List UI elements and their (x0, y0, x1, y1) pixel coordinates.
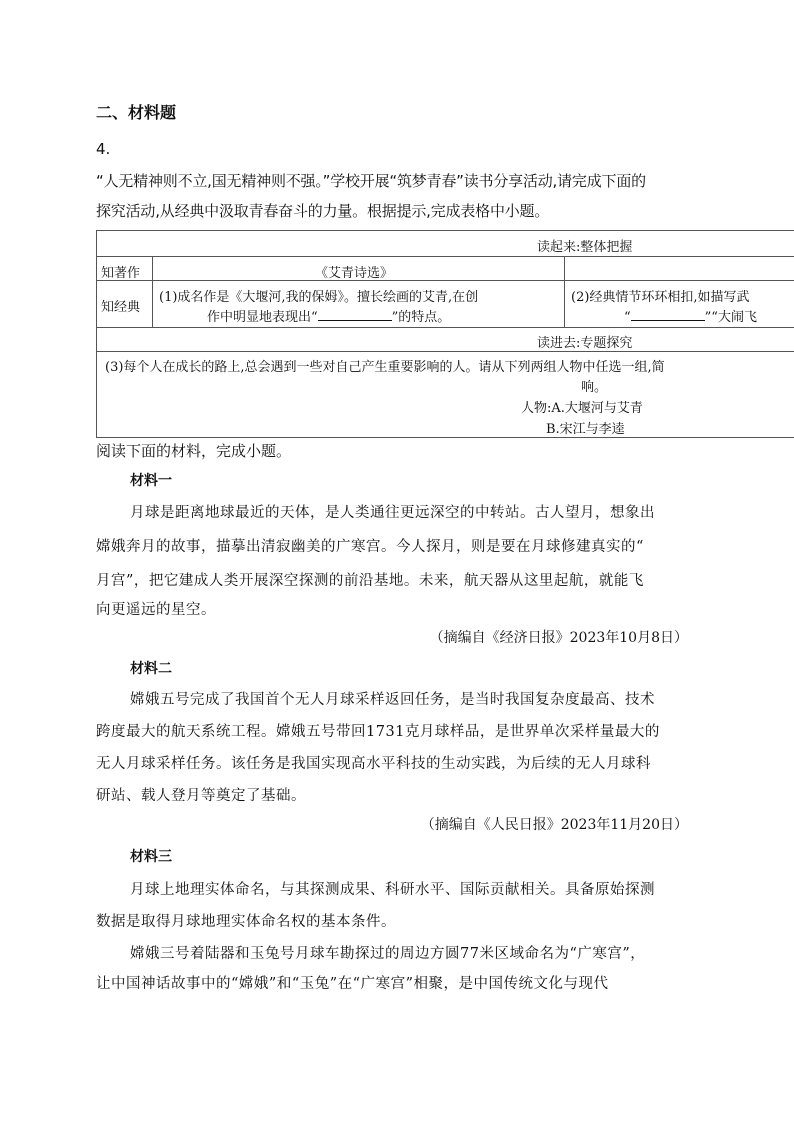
question-1-line-1: (1)成名作是《大堰河,我的保姆》。擅长绘画的艾青,在创 (159, 290, 479, 305)
material-2-line: 跨度最大的航天系统工程。嫦娥五号带回1731克月球样品，是世界单次采样量最大的 (96, 724, 660, 740)
material-3-line: 让中国神话故事中的“嫦娥”和“玉兔”在“广寒宫”相聚，是中国传统文化与现代 (96, 976, 609, 992)
material-1-line: 向更遥远的星空。 (96, 602, 216, 618)
answer-blank[interactable] (318, 308, 392, 321)
reading-instruction: 阅读下面的材料，完成小题。 (96, 442, 292, 460)
work-title: 《艾青诗选》 (315, 266, 394, 281)
row-label-classic: 知经典 (101, 300, 141, 315)
material-1-line: 月球是距离地球最近的天体，是人类通往更远深空的中转站。古人望月，想象出 (130, 505, 655, 521)
table-rule (97, 437, 794, 438)
question-number: 4. (96, 140, 111, 158)
table-rule (97, 327, 794, 328)
question-1-line-2-suffix: ”的特点。 (391, 310, 451, 325)
table-rule (97, 256, 794, 257)
material-1-line: 月宫”，把它建成人类开展深空探测的前沿基地。未来，航天器从这里起航，就能飞 (96, 573, 644, 589)
material-3-line: 月球上地理实体命名，与其探测成果、科研水平、国际贡献相关。具备原始探测 (130, 882, 655, 898)
answer-blank[interactable] (631, 308, 705, 321)
material-1-line: 嫦娥奔月的故事，描摹出清寂幽美的广寒宫。今人探月，则是要在月球修建真实的“ (96, 539, 644, 555)
material-3-title: 材料三 (130, 849, 172, 865)
question-3-line-2: 响。 (581, 380, 608, 395)
table-header-reading: 读起来:整体把握 (537, 240, 633, 255)
material-1-title: 材料一 (130, 473, 172, 489)
question-3-line-1: (3)每个人在成长的路上,总会遇到一些对自己产生重要影响的人。请从下列两组人物中任选一组,简 (105, 360, 665, 375)
row-label-work: 知著作 (101, 266, 141, 281)
table-header-inquiry: 读进去:专题探究 (537, 336, 633, 351)
material-2-line: 嫦娥五号完成了我国首个无人月球采样返回任务，是当时我国复杂度最高、技术 (130, 692, 655, 708)
question-intro-line-2: 探究活动,从经典中汲取青春奋斗的力量。根据提示,完成表格中小题。 (96, 202, 550, 220)
question-2-line-2-prefix: “ (624, 310, 631, 325)
section-title: 二、材料题 (96, 103, 177, 122)
question-3-option-a: 人物:A.大堰河与艾青 (521, 401, 643, 416)
question-1-line-2-prefix: 作中明显地表现出“ (207, 310, 318, 325)
question-2-line-2 (624, 306, 757, 325)
material-2-source: （摘编自《人民日报》2023年11月20日） (420, 817, 688, 833)
material-3-line: 嫦娥三号着陆器和玉兔号月球车勘探过的周边方圆77米区域命名为“广寒宫”， (130, 946, 646, 962)
reading-task-table (96, 230, 794, 438)
table-rule (97, 351, 794, 352)
question-2-line-1: (2)经典情节环环相扣,如描写武 (571, 290, 750, 305)
question-2-line-2-suffix: ”“大闹飞 (704, 310, 757, 325)
material-1-source: （摘编自《经济日报》2023年10月8日） (429, 630, 688, 646)
table-column-rule (564, 256, 565, 327)
question-intro-line-1: “人无精神则不立,国无精神则不强。”学校开展“筑梦青春”读书分享活动,请完成下面的 (96, 172, 646, 190)
table-rule (97, 280, 794, 281)
material-3-line: 数据是取得月球地理实体命名权的基本条件。 (96, 914, 396, 930)
table-column-rule (152, 256, 153, 327)
question-1-line-2 (207, 306, 450, 325)
material-2-title: 材料二 (130, 661, 172, 677)
question-3-option-b: B.宋江与李逵 (546, 422, 625, 437)
material-2-line: 无人月球采样任务。该任务是我国实现高水平科技的生动实践，为后续的无人月球科 (96, 756, 651, 772)
material-2-line: 研站、载人登月等奠定了基础。 (96, 788, 306, 804)
